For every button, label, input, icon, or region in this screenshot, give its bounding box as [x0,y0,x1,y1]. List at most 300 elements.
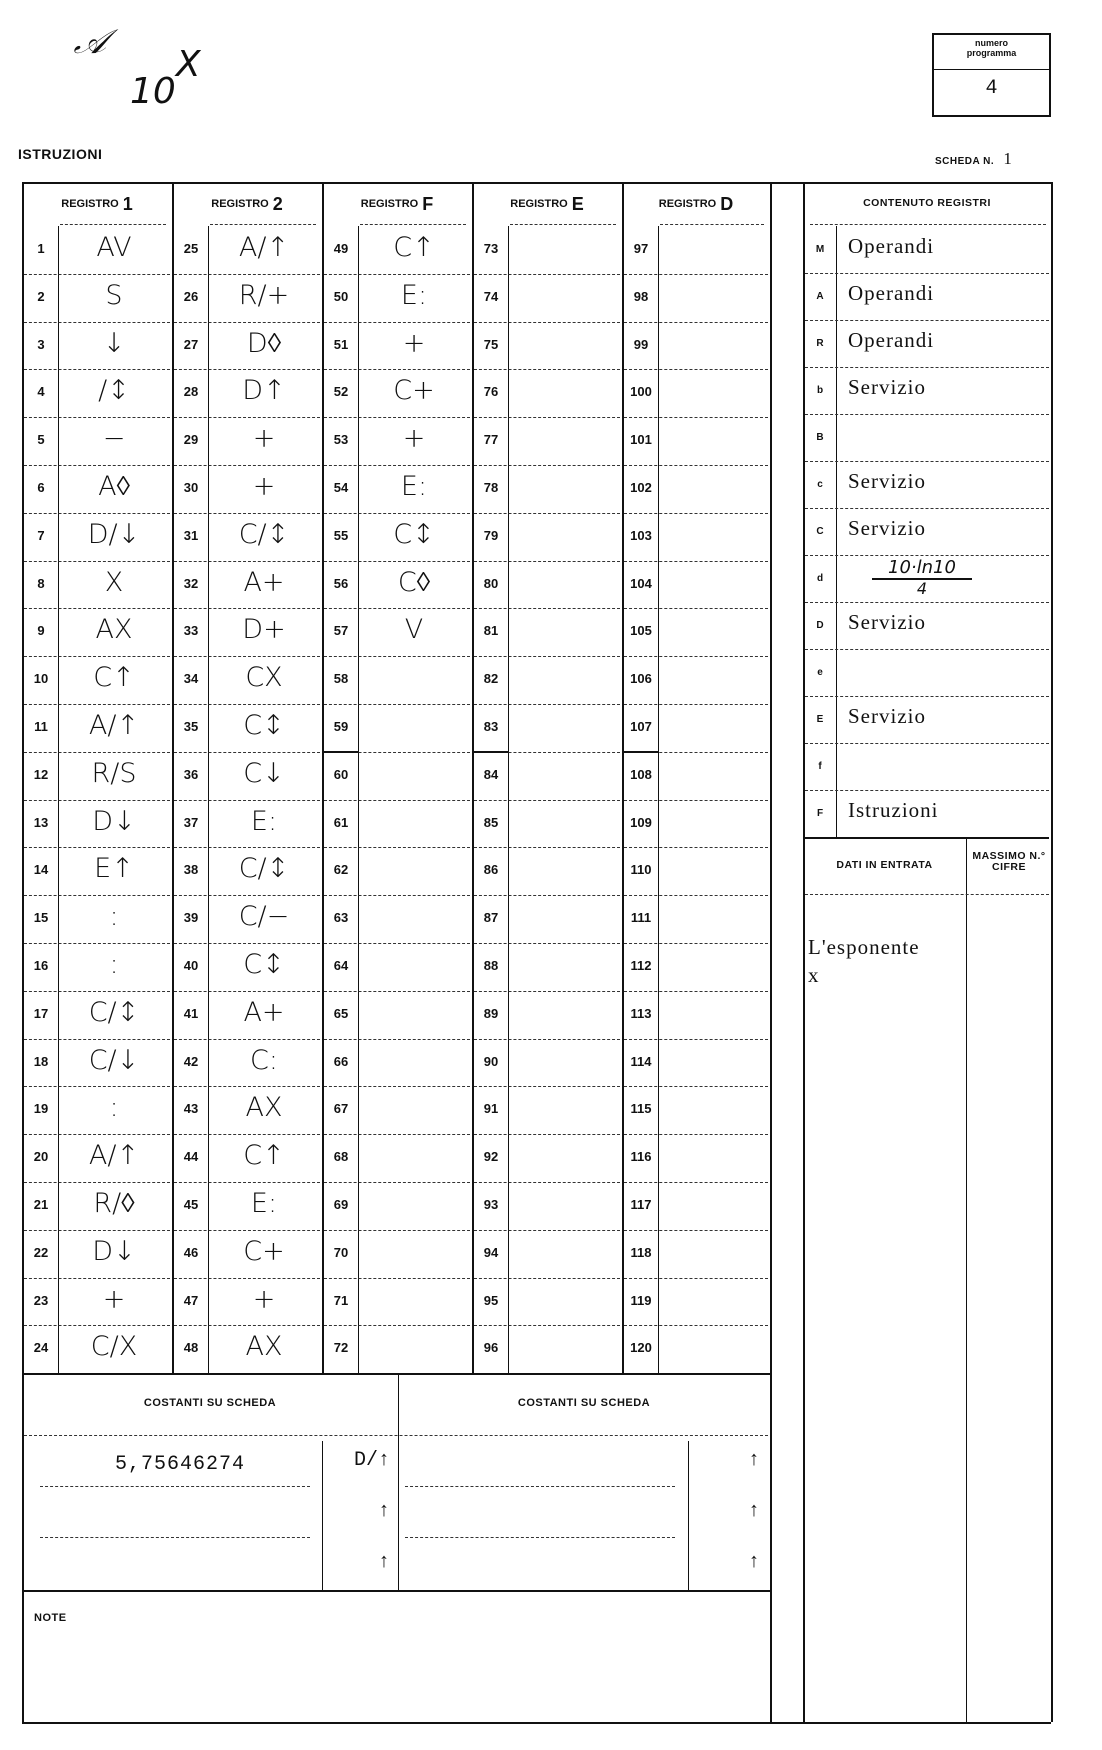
step-number: 35 [183,719,199,734]
step-number: 88 [483,958,499,973]
step-number: 49 [333,241,349,256]
register-letter: b [816,385,824,396]
step-number: 55 [333,527,349,543]
row-divider [24,369,170,370]
instruction-cell[interactable]: AV [96,232,132,263]
step-number: 42 [183,1053,199,1069]
row-divider [24,561,170,562]
step-number: 10 [33,671,49,687]
row-divider [24,752,170,753]
step-number: 50 [333,288,349,304]
step-number: 64 [333,958,349,973]
register-header-id: E [571,193,584,214]
instruction-cell[interactable]: C+ [243,1235,285,1267]
row-divider [624,800,768,801]
step-number: 73 [483,241,499,256]
row-divider [474,1278,620,1279]
register-header-label: REGISTRO [360,198,419,210]
register-header-id: F [422,193,434,214]
row-divider [174,1230,320,1231]
register-letter: A [816,291,824,302]
register-header-1 [22,182,172,226]
row-divider [624,1325,768,1326]
step-number: 9 [37,623,45,639]
step-number: 52 [333,384,349,400]
row-divider [474,656,620,657]
register-content-divider [805,696,1049,697]
title-exponent: X [175,44,201,85]
instruction-cell[interactable]: C/↕ [238,853,290,885]
step-number: 47 [183,1292,199,1308]
row-divider-heavy [622,751,658,753]
row-divider [174,608,320,609]
constant-mark: D/↑ [353,1449,390,1473]
divider [934,69,1049,70]
register-content-divider [805,508,1049,509]
input-data-header-line [805,894,1049,895]
notes-label: NOTE [34,1612,67,1624]
row-divider [474,800,620,801]
constant-value[interactable]: 5,75646274 [114,1453,246,1477]
instruction-cell[interactable]: C↕ [243,710,285,741]
step-number: 74 [483,288,499,304]
instruction-cell[interactable]: CX [245,662,283,694]
instruction-cell[interactable]: : [109,949,119,980]
step-number: 58 [333,671,349,687]
instruction-cell[interactable]: C/↓ [88,1044,140,1076]
notes-area[interactable] [24,1630,768,1718]
step-number: 71 [333,1292,349,1308]
register-header-id: 1 [122,193,133,214]
instruction-cell[interactable]: C/↕ [238,518,290,550]
step-number: 98 [633,288,649,304]
step-number: 8 [37,575,45,591]
instruction-cell[interactable]: A/↑ [88,710,140,741]
instruction-cell[interactable]: A/↑ [238,232,290,263]
instruction-cell[interactable]: C+ [393,375,435,407]
step-number: 108 [630,766,652,782]
instruction-cell[interactable]: + [102,1283,126,1315]
row-divider [174,704,320,705]
row-divider [624,1039,768,1040]
row-divider-heavy [322,751,358,753]
step-number: 86 [483,862,499,878]
step-number: 45 [183,1197,199,1212]
row-divider [474,561,620,562]
row-divider [624,1278,768,1279]
row-divider [474,417,620,418]
step-number: 4 [37,384,45,400]
instruction-cell[interactable]: R/◊ [93,1188,135,1219]
step-number: 106 [630,671,652,687]
register-content-denominator[interactable]: 4 [916,579,928,598]
step-number: 12 [33,766,49,782]
constant-mark: ↑ [377,1500,390,1524]
step-number: 109 [630,814,652,830]
step-number: 65 [333,1005,349,1021]
instruction-cell[interactable]: AX [245,1092,283,1124]
register-letter: E [816,714,824,725]
register-content[interactable]: Servizio [848,469,926,493]
row-divider [174,1039,320,1040]
step-number: 20 [33,1149,49,1165]
constants-header-line [24,1435,768,1436]
step-number: 85 [483,814,499,830]
row-divider [174,656,320,657]
row-divider [24,513,170,514]
row-divider [174,513,320,514]
row-divider [324,561,470,562]
step-number: 100 [630,384,652,400]
row-divider [474,1182,620,1183]
register-letter: C [816,526,824,537]
instruction-cell[interactable]: D↑ [242,375,286,407]
step-number: 118 [630,1244,652,1260]
constants-row-line [405,1486,675,1487]
step-number: 11 [34,719,48,734]
instruction-cell[interactable]: S [105,279,123,311]
row-divider [174,1278,320,1279]
row-divider [474,369,620,370]
register-contents-title-line [810,224,1046,225]
instruction-cell[interactable]: ↓ [102,327,126,359]
step-number: 105 [630,623,652,639]
step-number: 22 [33,1244,49,1260]
row-divider [474,1325,620,1326]
constant-mark: ↑ [747,1449,760,1473]
register-header-label: REGISTRO [211,198,269,210]
row-divider [24,1086,170,1087]
input-data-entry[interactable]: x [808,963,820,987]
step-number: 103 [630,527,652,543]
row-divider [174,895,320,896]
step-number: 60 [333,766,349,782]
instruction-cell[interactable]: A◊ [98,471,130,502]
row-divider [324,465,470,466]
step-number: 75 [483,336,499,352]
register-content[interactable]: Servizio [848,516,926,540]
register-header-id: D [720,193,734,214]
register-header-d [622,182,770,226]
row-divider [174,1182,320,1183]
step-number: 61 [333,814,349,830]
row-divider [324,800,470,801]
row-divider [324,1230,470,1231]
register-content[interactable]: Operandi [848,328,935,352]
register-content-divider [805,461,1049,462]
step-number: 77 [483,432,499,448]
register-content-divider [805,790,1049,791]
register-letter: e [817,667,823,678]
register-header-underline [60,224,166,225]
step-number: 5 [37,432,45,448]
step-number: 89 [483,1005,499,1021]
handwritten-initials: 𝒜 [71,22,111,62]
register-letter: B [816,432,824,443]
row-divider [24,1230,170,1231]
step-number: 113 [630,1005,652,1021]
step-number: 63 [333,910,349,926]
instruction-cell[interactable]: A+ [243,566,285,598]
step-number: 26 [183,288,199,304]
input-data-header: DATI IN ENTRATA [836,859,933,871]
step-number: 15 [33,910,49,926]
instruction-cell[interactable]: R/+ [238,279,290,311]
step-number: 59 [333,719,349,734]
row-divider [474,1134,620,1135]
step-number: 69 [333,1197,349,1212]
step-number: 57 [333,623,349,639]
step-number: 46 [183,1244,199,1260]
row-divider [174,991,320,992]
register-letter: R [816,338,824,349]
step-number: 18 [33,1053,49,1069]
step-number: 24 [33,1340,49,1356]
row-divider [24,417,170,418]
register-header-label: REGISTRO [61,198,119,210]
step-number: 62 [333,862,349,878]
row-divider [624,369,768,370]
step-number: 32 [183,575,199,591]
row-divider [624,513,768,514]
instruction-cell[interactable]: + [402,327,426,359]
row-divider [624,608,768,609]
register-letter: F [816,808,824,819]
row-divider [474,991,620,992]
step-number: 82 [483,671,499,687]
instruction-cell[interactable]: V [404,614,424,646]
register-header-underline [660,224,764,225]
instruction-cell[interactable]: D/↓ [87,518,141,550]
step-number: 94 [483,1244,499,1260]
step-number: 111 [630,910,652,926]
row-divider [324,513,470,514]
step-number: 37 [183,814,199,830]
table-border-bottom [22,1722,1051,1724]
row-divider [24,1039,170,1040]
step-number: 33 [183,623,199,639]
row-divider [624,704,768,705]
instruction-cell[interactable]: − [102,423,126,455]
row-divider [24,322,170,323]
instruction-cell[interactable]: + [252,423,276,455]
instruction-cell[interactable]: : [109,1092,119,1124]
register-content-numerator[interactable]: 10·ln10 [872,557,972,580]
row-divider [24,656,170,657]
row-divider [624,417,768,418]
row-divider [624,991,768,992]
register-content-divider [805,837,1049,839]
card-number-label [935,149,1012,169]
step-number: 119 [630,1292,652,1308]
step-number: 31 [183,527,199,543]
row-divider [474,513,620,514]
row-divider [324,1182,470,1183]
step-number: 117 [630,1197,652,1212]
row-divider [174,943,320,944]
instruction-cell[interactable]: A/↑ [88,1140,140,1172]
instruction-cell[interactable]: : [109,901,119,933]
register-header-e [472,182,622,226]
row-divider [624,274,768,275]
step-number: 102 [630,480,652,495]
register-content-divider [805,649,1049,650]
step-number: 76 [483,384,499,400]
step-number: 38 [183,862,199,878]
step-number: 29 [183,432,199,448]
row-divider [474,608,620,609]
instruction-cell[interactable]: C/− [238,901,290,933]
instruction-cell[interactable]: R/S [91,757,137,789]
row-divider [474,704,620,705]
row-divider [474,274,620,275]
instruction-cell[interactable]: E: [250,1188,278,1219]
register-content[interactable]: Servizio [848,610,926,634]
constants-row-line [40,1537,310,1538]
row-divider [24,1278,170,1279]
instruction-cell[interactable]: C↑ [93,662,135,694]
instruction-cell[interactable]: + [252,1283,276,1315]
row-divider [24,704,170,705]
instruction-cell[interactable]: E↑ [94,853,134,885]
row-divider [624,1086,768,1087]
instruction-cell[interactable]: C↕ [393,518,435,550]
register-contents-title: CONTENUTO REGISTRI [863,197,991,209]
row-divider [624,322,768,323]
instruction-cell[interactable]: AX [245,1331,283,1363]
instruction-cell[interactable]: C/X [90,1331,138,1363]
register-letter: M [815,244,825,255]
row-divider [24,1325,170,1326]
register-content-divider [805,602,1049,603]
row-divider [324,1325,470,1326]
row-divider [24,847,170,848]
card-label: SCHEDA N. [935,156,995,167]
row-divider [624,1134,768,1135]
register-header-underline [210,224,316,225]
step-number: 3 [37,336,45,352]
program-number: 4 [985,77,998,100]
instruction-cell[interactable]: /↕ [98,375,130,407]
register-content-divider [805,367,1049,368]
step-number: 19 [33,1101,49,1117]
row-divider [174,1134,320,1135]
instruction-cell[interactable]: C↑ [393,232,435,263]
step-number: 115 [630,1101,652,1117]
instruction-cell[interactable]: E: [400,471,428,502]
step-number: 101 [630,432,652,448]
row-divider [174,369,320,370]
step-number: 84 [483,766,499,782]
instruction-cell[interactable]: D↓ [92,1235,136,1267]
row-divider [24,1182,170,1183]
row-divider [324,417,470,418]
row-divider [174,417,320,418]
input-data-entry[interactable]: L'esponente [808,935,920,959]
row-divider [24,895,170,896]
row-divider [324,704,470,705]
instruction-cell[interactable]: E: [250,805,278,837]
register-content[interactable]: Operandi [848,281,935,305]
step-number: 51 [333,336,349,352]
step-number: 68 [333,1149,349,1165]
step-number: 67 [333,1101,349,1117]
register-header-label: REGISTRO [658,198,717,210]
row-divider [624,656,768,657]
row-divider [174,752,320,753]
step-number: 39 [183,910,199,926]
register-header-label: REGISTRO [510,198,568,210]
constant-mark: ↑ [747,1551,760,1575]
row-divider [174,561,320,562]
register-content[interactable]: Servizio [848,704,926,728]
row-divider [324,943,470,944]
row-divider [324,369,470,370]
constants-row-line [405,1537,675,1538]
step-number: 83 [483,719,499,734]
step-number: 92 [483,1149,499,1165]
step-number: 1 [37,241,45,256]
step-number: 25 [183,241,199,256]
instruction-cell[interactable]: D◊ [246,327,282,359]
register-content-divider [805,273,1049,274]
instruction-cell[interactable]: C: [250,1044,278,1076]
instruction-cell[interactable]: A+ [243,996,285,1028]
step-number: 90 [483,1053,499,1069]
step-number: 96 [483,1340,499,1356]
step-number: 40 [183,958,199,973]
instruction-cell[interactable]: AX [95,614,133,646]
step-number: 44 [183,1149,199,1165]
row-divider [24,991,170,992]
register-content[interactable]: Istruzioni [848,798,939,822]
instruction-cell[interactable]: + [402,423,426,455]
step-number: 116 [630,1149,652,1165]
step-number: 41 [183,1005,199,1021]
step-number: 23 [33,1292,49,1308]
step-number: 2 [37,288,45,304]
row-divider [474,1039,620,1040]
instruction-cell[interactable]: E: [400,279,428,311]
step-number: 28 [183,384,199,400]
instruction-cell[interactable]: D↓ [92,805,136,837]
instruction-cell[interactable]: C/↕ [88,996,140,1028]
instruction-cell[interactable]: C↕ [243,949,285,980]
instruction-cell[interactable]: + [252,471,276,502]
row-divider [324,274,470,275]
contents-left-border [803,182,805,1722]
instruction-cell[interactable]: C↓ [243,757,285,789]
instruction-cell[interactable]: X [104,566,124,598]
row-divider [324,1278,470,1279]
register-content-divider [805,320,1049,321]
row-divider [24,274,170,275]
register-content[interactable]: Operandi [848,234,935,258]
row-divider [174,847,320,848]
instruction-cell[interactable]: C◊ [397,566,431,598]
register-content[interactable]: Servizio [848,375,926,399]
step-number: 120 [630,1340,652,1356]
step-number: 87 [483,910,499,926]
max-digits-divider [966,837,967,1722]
title-base: 10 [130,71,176,112]
step-number: 7 [37,527,45,543]
handwritten-title [130,44,201,112]
instruction-cell[interactable]: D+ [242,614,286,646]
constant-mark: ↑ [747,1500,760,1524]
step-number: 79 [483,527,499,543]
instruction-cell[interactable]: C↑ [243,1140,285,1172]
